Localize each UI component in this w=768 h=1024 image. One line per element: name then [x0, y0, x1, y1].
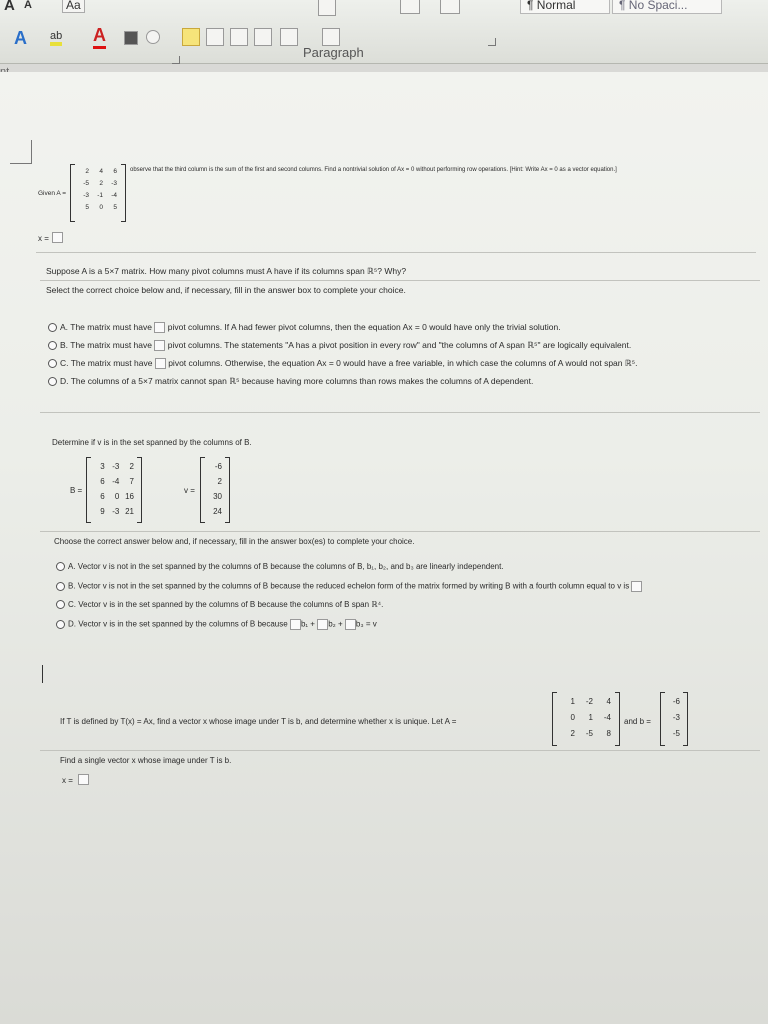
- q3-option-a[interactable]: [56, 562, 504, 571]
- q2-option-a[interactable]: [48, 322, 561, 333]
- radio-icon[interactable]: [56, 620, 65, 629]
- matrix-entry: 16: [125, 492, 134, 501]
- matrix-entry: 30: [213, 492, 222, 501]
- q3-question: Determine if v is in the set spanned by the columns of B.: [52, 438, 252, 447]
- option-text: pivot columns. Otherwise, the equation Ax = 0 would have a free variable, in which case the columns of A would not span ℝ⁵.: [168, 358, 638, 368]
- option-letter: A.: [68, 562, 76, 571]
- matrix-entry: 6: [113, 168, 117, 175]
- option-text: The matrix must have: [70, 340, 152, 350]
- q4-answer-box[interactable]: [78, 774, 89, 785]
- radio-icon[interactable]: [48, 323, 57, 332]
- radio-icon[interactable]: [48, 341, 57, 350]
- matrix-entry: 0: [99, 204, 103, 211]
- matrix-entry: -5: [672, 729, 680, 738]
- matrix-entry: 6: [100, 492, 105, 501]
- q2-option-b[interactable]: [48, 340, 631, 351]
- font-dialog-launcher[interactable]: [172, 56, 180, 64]
- shrink-font-button[interactable]: A: [24, 0, 32, 11]
- matrix-entry: 21: [125, 507, 134, 516]
- option-text: b₁ +: [300, 619, 315, 629]
- matrix-entry: 4: [606, 697, 611, 706]
- q1-answer-label: x =: [38, 234, 49, 243]
- option-text: The matrix must have: [70, 322, 152, 332]
- matrix-entry: 2: [570, 729, 575, 738]
- highlight-button[interactable]: ab: [50, 30, 62, 46]
- matrix-entry: 8: [606, 729, 611, 738]
- option-letter: D.: [68, 619, 76, 629]
- option-text: Vector v is in the set spanned by the columns of B because the columns of B span ℝ⁴.: [78, 600, 384, 609]
- margin-corner-mark: [10, 140, 32, 164]
- style-normal[interactable]: ¶ Normal: [520, 0, 610, 14]
- radio-icon[interactable]: [56, 600, 65, 609]
- matrix-entry: -6: [214, 462, 222, 471]
- matrix-entry: 2: [99, 180, 103, 187]
- line-spacing-button[interactable]: [318, 0, 336, 16]
- align-right-button[interactable]: [230, 28, 248, 46]
- q2-question: Suppose A is a 5×7 matrix. How many pivot columns must A have if its columns span ℝ⁵? Why?: [46, 266, 407, 276]
- option-letter: A.: [60, 322, 69, 332]
- option-text: b₂ +: [328, 619, 343, 629]
- option-letter: C.: [68, 600, 76, 609]
- q1-matrix: [70, 164, 126, 222]
- matrix-entry: 1: [570, 697, 575, 706]
- answer-box[interactable]: [154, 340, 165, 351]
- answer-box[interactable]: [631, 581, 642, 592]
- q1-instruction: observe that the third column is the sum of the first and second columns. Find a nontrivial solution of Ax = 0 without performing row operations. [Hint: Write Ax = 0 as a vector equation.]: [130, 167, 617, 173]
- matrix-entry: 3: [100, 462, 105, 471]
- distributed-button[interactable]: [280, 28, 298, 46]
- answer-box[interactable]: [154, 322, 165, 333]
- option-text: pivot columns. If A had fewer pivot columns, then the equation Ax = 0 would have only the trivial solution.: [167, 322, 561, 332]
- divider: [40, 280, 760, 281]
- text-effects-button[interactable]: A: [14, 28, 27, 48]
- matrix-entry: 4: [99, 168, 103, 175]
- borders-button[interactable]: [440, 0, 460, 14]
- text-cursor-icon: [42, 665, 43, 683]
- q2-option-d[interactable]: [48, 376, 533, 387]
- matrix-entry: -1: [97, 192, 103, 199]
- answer-box-b2[interactable]: [317, 619, 328, 630]
- q4-prompt: Find a single vector x whose image under T is b.: [60, 756, 232, 765]
- q3-instruction: Choose the correct answer below and, if necessary, fill in the answer box(es) to complete your choice.: [54, 537, 415, 546]
- matrix-entry: -3: [111, 180, 117, 187]
- radio-icon[interactable]: [56, 562, 65, 571]
- matrix-entry: 2: [85, 168, 89, 175]
- matrix-entry: 1: [588, 713, 593, 722]
- matrix-entry: -5: [585, 729, 593, 738]
- shading-button[interactable]: [400, 0, 420, 14]
- matrix-entry: 5: [85, 204, 89, 211]
- divider: [40, 750, 760, 751]
- q1-answer-box[interactable]: [52, 232, 63, 243]
- q1-given-label: Given A =: [38, 190, 67, 197]
- matrix-entry: 0: [114, 492, 120, 501]
- q3-option-d[interactable]: [56, 619, 377, 630]
- option-text: b₃ = v: [355, 619, 377, 629]
- q4-a-matrix: [552, 692, 620, 746]
- radio-icon[interactable]: [56, 582, 65, 591]
- answer-box[interactable]: [155, 358, 166, 369]
- matrix-entry: 24: [213, 507, 222, 516]
- matrix-entry: 5: [113, 204, 117, 211]
- align-center-button[interactable]: [206, 28, 224, 46]
- q3-v-label: v =: [184, 486, 195, 495]
- divider: [40, 531, 760, 532]
- font-color-button[interactable]: A: [93, 25, 106, 49]
- grow-font-button[interactable]: A: [4, 0, 15, 14]
- matrix-entry: -4: [111, 192, 117, 199]
- justify-button[interactable]: [254, 28, 272, 46]
- option-text: Vector v is not in the set spanned by the columns of B because the reduced echelon form of the matrix formed by writing B with a fourth column equal to v is: [77, 581, 630, 591]
- matrix-entry: -4: [603, 713, 611, 722]
- matrix-entry: 2: [129, 462, 134, 471]
- option-text: pivot columns. The statements "A has a pivot position in every row" and "the columns of A span ℝ⁵" are logically equivalent.: [167, 340, 632, 350]
- matrix-entry: -2: [585, 697, 593, 706]
- option-text: Vector v is not in the set spanned by the columns of B because the columns of B, b₁, b₂, and b₃ are linearly independent.: [77, 562, 504, 571]
- option-text: Vector v is in the set spanned by the columns of B because: [78, 619, 288, 629]
- ribbon-toolbar: [0, 0, 768, 64]
- matrix-entry: -3: [672, 713, 680, 722]
- matrix-entry: 2: [217, 477, 222, 486]
- matrix-entry: 9: [100, 507, 105, 516]
- matrix-entry: -3: [83, 192, 89, 199]
- option-letter: B.: [60, 340, 69, 350]
- matrix-entry: -3: [112, 507, 120, 516]
- option-text: The columns of a 5×7 matrix cannot span ℝ⁵ because having more columns than rows makes the columns of A dependent.: [70, 376, 534, 386]
- q3-v-vector: [200, 457, 230, 523]
- divider: [40, 412, 760, 413]
- matrix-entry: -4: [112, 477, 120, 486]
- enclose-characters-icon[interactable]: [146, 30, 160, 44]
- matrix-entry: 6: [100, 477, 105, 486]
- radio-icon[interactable]: [48, 377, 57, 386]
- change-case-button[interactable]: Aa: [62, 0, 85, 13]
- q3-b-label: B =: [70, 486, 83, 495]
- q4-b-vector: [660, 692, 688, 746]
- q4-question: If T is defined by T(x) = Ax, find a vector x whose image under T is b, and determine whether x is unique. Let A =: [60, 717, 457, 726]
- q2-option-c[interactable]: [48, 358, 638, 369]
- q3-option-c[interactable]: [56, 600, 383, 609]
- matrix-entry: -3: [112, 462, 120, 471]
- option-letter: D.: [60, 376, 69, 386]
- character-shading-icon[interactable]: [124, 31, 138, 45]
- q4-answer-label: x =: [62, 776, 73, 785]
- q3-b-matrix: [86, 457, 142, 523]
- matrix-entry: -5: [83, 180, 89, 187]
- matrix-entry: 0: [570, 713, 575, 722]
- q3-option-b[interactable]: [56, 581, 642, 592]
- matrix-entry: 7: [129, 477, 134, 486]
- paragraph-group-label: Paragraph: [303, 45, 364, 60]
- answer-box-b3[interactable]: [345, 619, 356, 630]
- option-letter: B.: [68, 581, 76, 591]
- divider: [36, 252, 756, 253]
- option-letter: C.: [60, 358, 69, 368]
- line-spacing-icon[interactable]: [322, 28, 340, 46]
- paragraph-dialog-launcher[interactable]: [488, 38, 496, 46]
- matrix-entry: -6: [672, 697, 680, 706]
- q4-and-b-label: and b =: [624, 717, 651, 726]
- radio-icon[interactable]: [48, 359, 57, 368]
- style-no-spacing[interactable]: ¶ No Spaci...: [612, 0, 722, 14]
- option-text: The matrix must have: [70, 358, 153, 368]
- answer-box-b1[interactable]: [290, 619, 301, 630]
- q2-instruction: Select the correct choice below and, if necessary, fill in the answer box to complete your choice.: [46, 285, 406, 295]
- align-left-button[interactable]: [182, 28, 200, 46]
